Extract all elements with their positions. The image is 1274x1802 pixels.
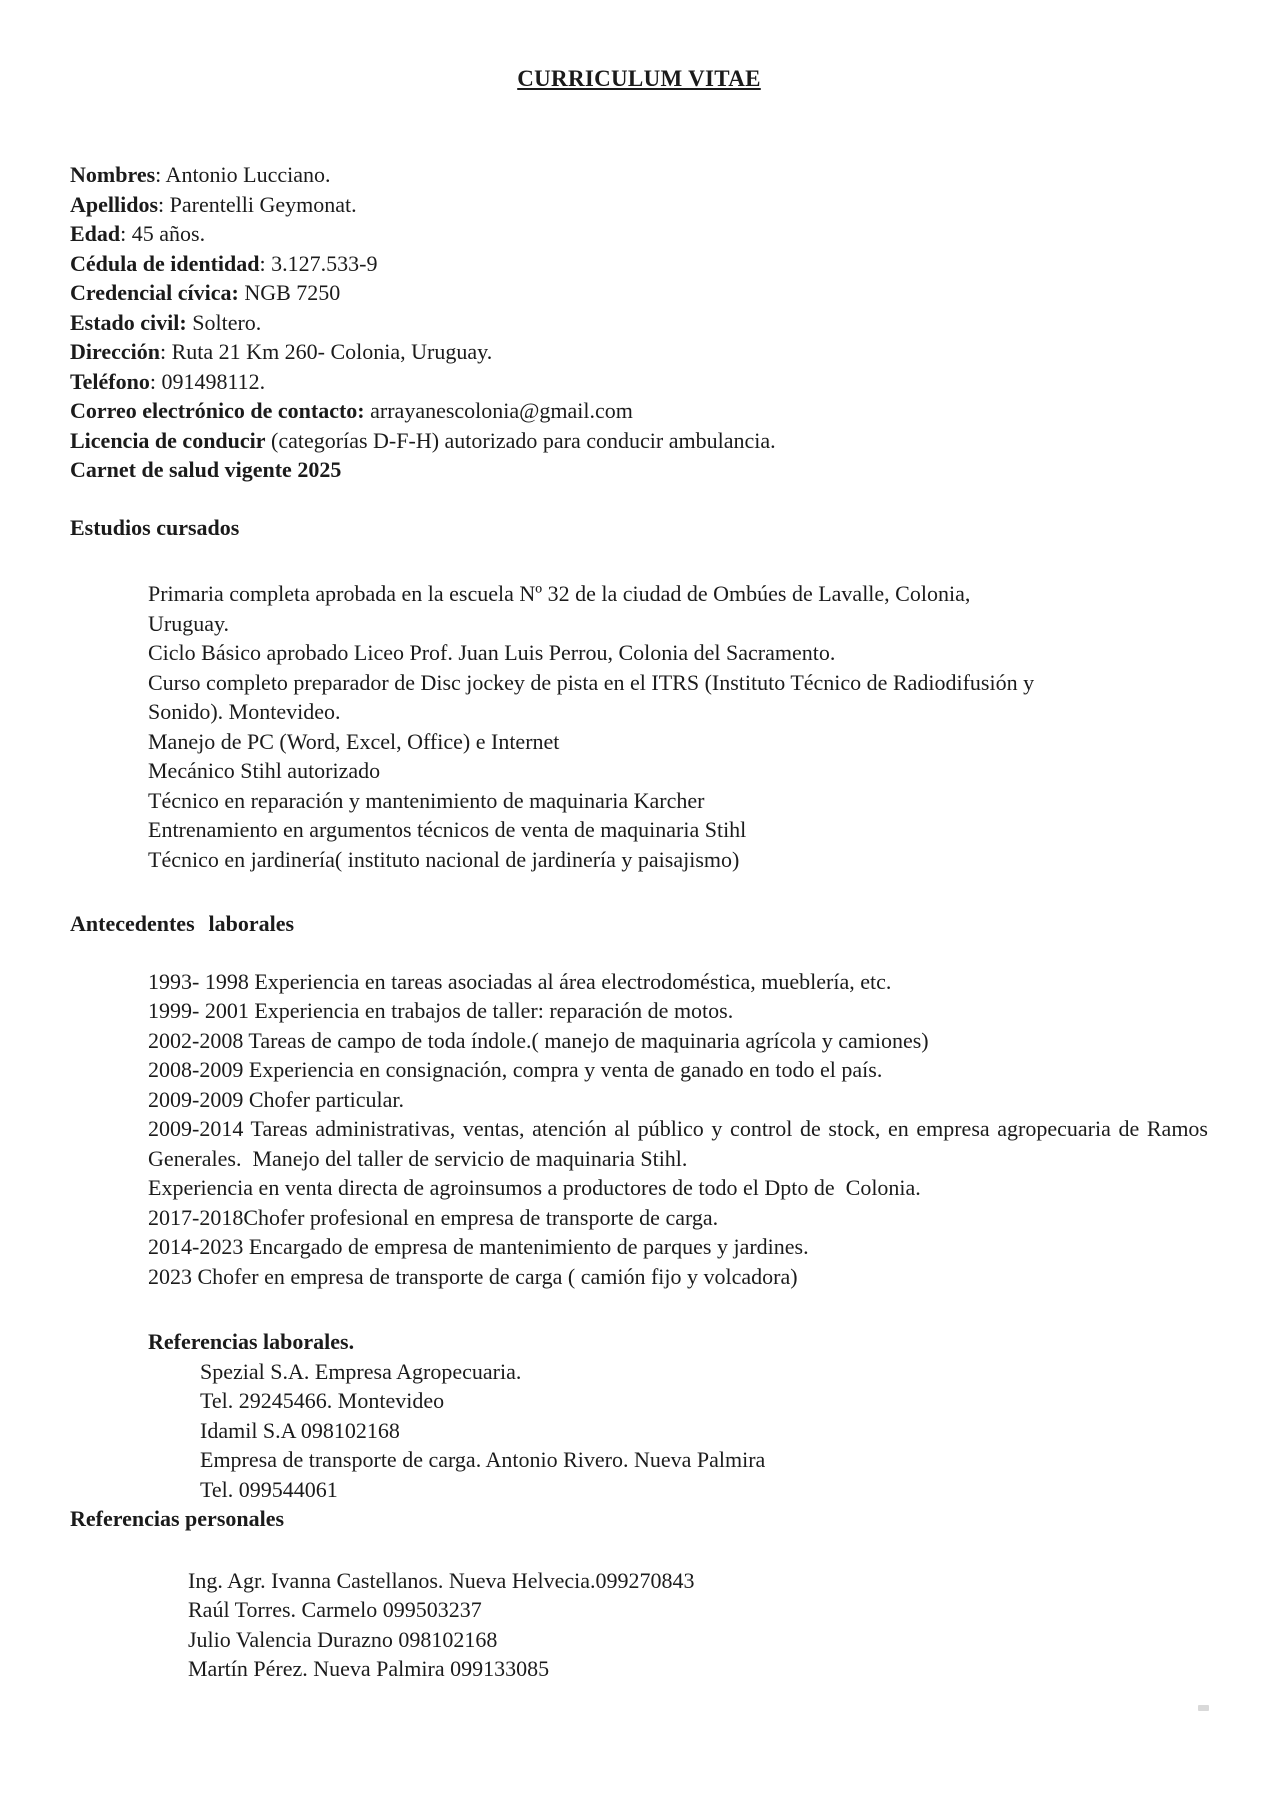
field-label: Credencial cívica: xyxy=(70,280,239,305)
antecedente-line: 2023 Chofer en empresa de transporte de carga ( camión fijo y volcadora) xyxy=(148,1263,798,1289)
personal-info-row xyxy=(70,455,1208,485)
referencia-personal-line: Ing. Agr. Ivanna Castellanos. Nueva Helvecia.099270843 xyxy=(188,1567,695,1593)
referencias-laborales-list xyxy=(200,1357,1208,1505)
personal-info-section xyxy=(70,160,1208,485)
field-label: Nombres xyxy=(70,162,156,187)
referencia-personal-line: Raúl Torres. Carmelo 099503237 xyxy=(188,1597,482,1622)
antecedente-line: 2014-2023 Encargado de empresa de mantenimiento de parques y jardines. xyxy=(148,1234,809,1259)
estudios-line: Técnico en jardinería( instituto nacional de jardinería y paisajismo) xyxy=(148,846,740,872)
personal-info-row xyxy=(70,278,1208,308)
estudios-line: Técnico en reparación y mantenimiento de maquinaria Karcher xyxy=(148,787,705,813)
scan-artifact xyxy=(1198,1705,1209,1711)
estudios-line: Manejo de PC (Word, Excel, Office) e Internet xyxy=(148,728,560,754)
field-label: Teléfono xyxy=(70,368,150,394)
estudios-line: Ciclo Básico aprobado Liceo Prof. Juan Luis Perrou, Colonia del Sacramento. xyxy=(148,640,836,665)
subheading-referencias-laborales: Referencias laborales. xyxy=(148,1329,355,1354)
field-value: : Antonio Lucciano. xyxy=(155,162,331,187)
estudios-line: Curso completo preparador de Disc jockey de pista en el ITRS (Instituto Técnico de Radiodifusión y xyxy=(148,669,1035,695)
antecedente-line: 2008-2009 Experiencia en consignación, compra y venta de ganado en todo el país. xyxy=(148,1057,883,1082)
field-label: Edad xyxy=(70,221,121,246)
referencia-personal-line: Julio Valencia Durazno 098102168 xyxy=(188,1626,498,1652)
personal-info-row xyxy=(70,308,1208,338)
field-value: (categorías D-F-H) autorizado para conducir ambulancia. xyxy=(265,427,776,453)
estudios-line: Sonido). Montevideo. xyxy=(148,699,341,724)
referencia-laboral-line: Idamil S.A 098102168 xyxy=(200,1417,400,1443)
section-heading-estudios: Estudios cursados xyxy=(70,514,240,540)
field-label: Licencia de conducir xyxy=(70,427,266,453)
personal-info-row xyxy=(70,337,1208,367)
estudios-line: Mecánico Stihl autorizado xyxy=(148,758,381,783)
personal-info-row xyxy=(70,160,1208,190)
field-label: Estado civil: xyxy=(70,309,187,335)
field-value: arrayanescolonia@gmail.com xyxy=(364,398,633,423)
referencia-laboral-line: Tel. 29245466. Montevideo xyxy=(200,1388,445,1413)
referencias-personales-list xyxy=(188,1566,1208,1684)
personal-info-row xyxy=(70,367,1208,397)
personal-info-row xyxy=(70,426,1208,456)
antecedente-line: 2002-2008 Tareas de campo de toda índole.( manejo de maquinaria agrícola y camiones) xyxy=(148,1027,929,1053)
estudios-list xyxy=(148,579,1208,874)
document-title: CURRICULUM VITAE xyxy=(517,66,761,91)
field-label: Apellidos xyxy=(70,191,159,217)
antecedente-line: 2017-2018Chofer profesional en empresa de transporte de carga. xyxy=(148,1204,719,1230)
field-value: : Parentelli Geymonat. xyxy=(158,191,357,217)
antecedente-line: Experiencia en venta directa de agroinsumos a productores de todo el Dpto de Colonia. xyxy=(148,1175,921,1200)
antecedente-line: 1993- 1998 Experiencia en tareas asociadas al área electrodoméstica, mueblería, etc. xyxy=(148,968,892,994)
field-value: : Ruta 21 Km 260- Colonia, Uruguay. xyxy=(160,339,493,364)
personal-info-row xyxy=(70,249,1208,279)
field-label: Correo electrónico de contacto: xyxy=(70,398,365,423)
referencia-personal-line: Martín Pérez. Nueva Palmira 099133085 xyxy=(188,1656,550,1681)
personal-info-row xyxy=(70,219,1208,249)
personal-info-row xyxy=(70,396,1208,426)
antecedente-line: 2009-2009 Chofer particular. xyxy=(148,1086,404,1112)
estudios-line: Uruguay. xyxy=(148,610,230,636)
referencia-laboral-line: Spezial S.A. Empresa Agropecuaria. xyxy=(200,1358,522,1384)
field-label: Dirección xyxy=(70,339,161,364)
field-value: : 091498112. xyxy=(149,368,266,394)
field-label: Cédula de identidad xyxy=(70,250,260,276)
antecedente-line: 1999- 2001 Experiencia en trabajos de taller: reparación de motos. xyxy=(148,998,734,1023)
referencia-laboral-line: Tel. 099544061 xyxy=(200,1476,338,1502)
field-value: NGB 7250 xyxy=(238,280,341,305)
section-heading-antecedentes: Antecedentes laborales xyxy=(70,911,295,936)
section-heading-referencias-personales: Referencias personales xyxy=(70,1506,285,1531)
referencia-laboral-line: Empresa de transporte de carga. Antonio Rivero. Nueva Palmira xyxy=(200,1447,766,1472)
field-value: : 45 años. xyxy=(120,221,206,246)
estudios-line: Primaria completa aprobada en la escuela Nº 32 de la ciudad de Ombúes de Lavalle, Colonia, xyxy=(148,581,971,606)
field-value: : 3.127.533-9 xyxy=(259,250,378,276)
antecedente-paragraph: 2009-2014 Tareas administrativas, ventas, atención al público y control de stock, en empresa agropecuaria de Ramos Generales. Manejo del taller de servicio de maquinaria Stihl. xyxy=(148,1116,1208,1171)
field-label: Carnet de salud vigente 2025 xyxy=(70,457,342,482)
personal-info-row xyxy=(70,190,1208,220)
field-value: Soltero. xyxy=(186,309,262,335)
antecedentes-list xyxy=(148,967,1208,1292)
estudios-line: Entrenamiento en argumentos técnicos de venta de maquinaria Stihl xyxy=(148,817,747,842)
